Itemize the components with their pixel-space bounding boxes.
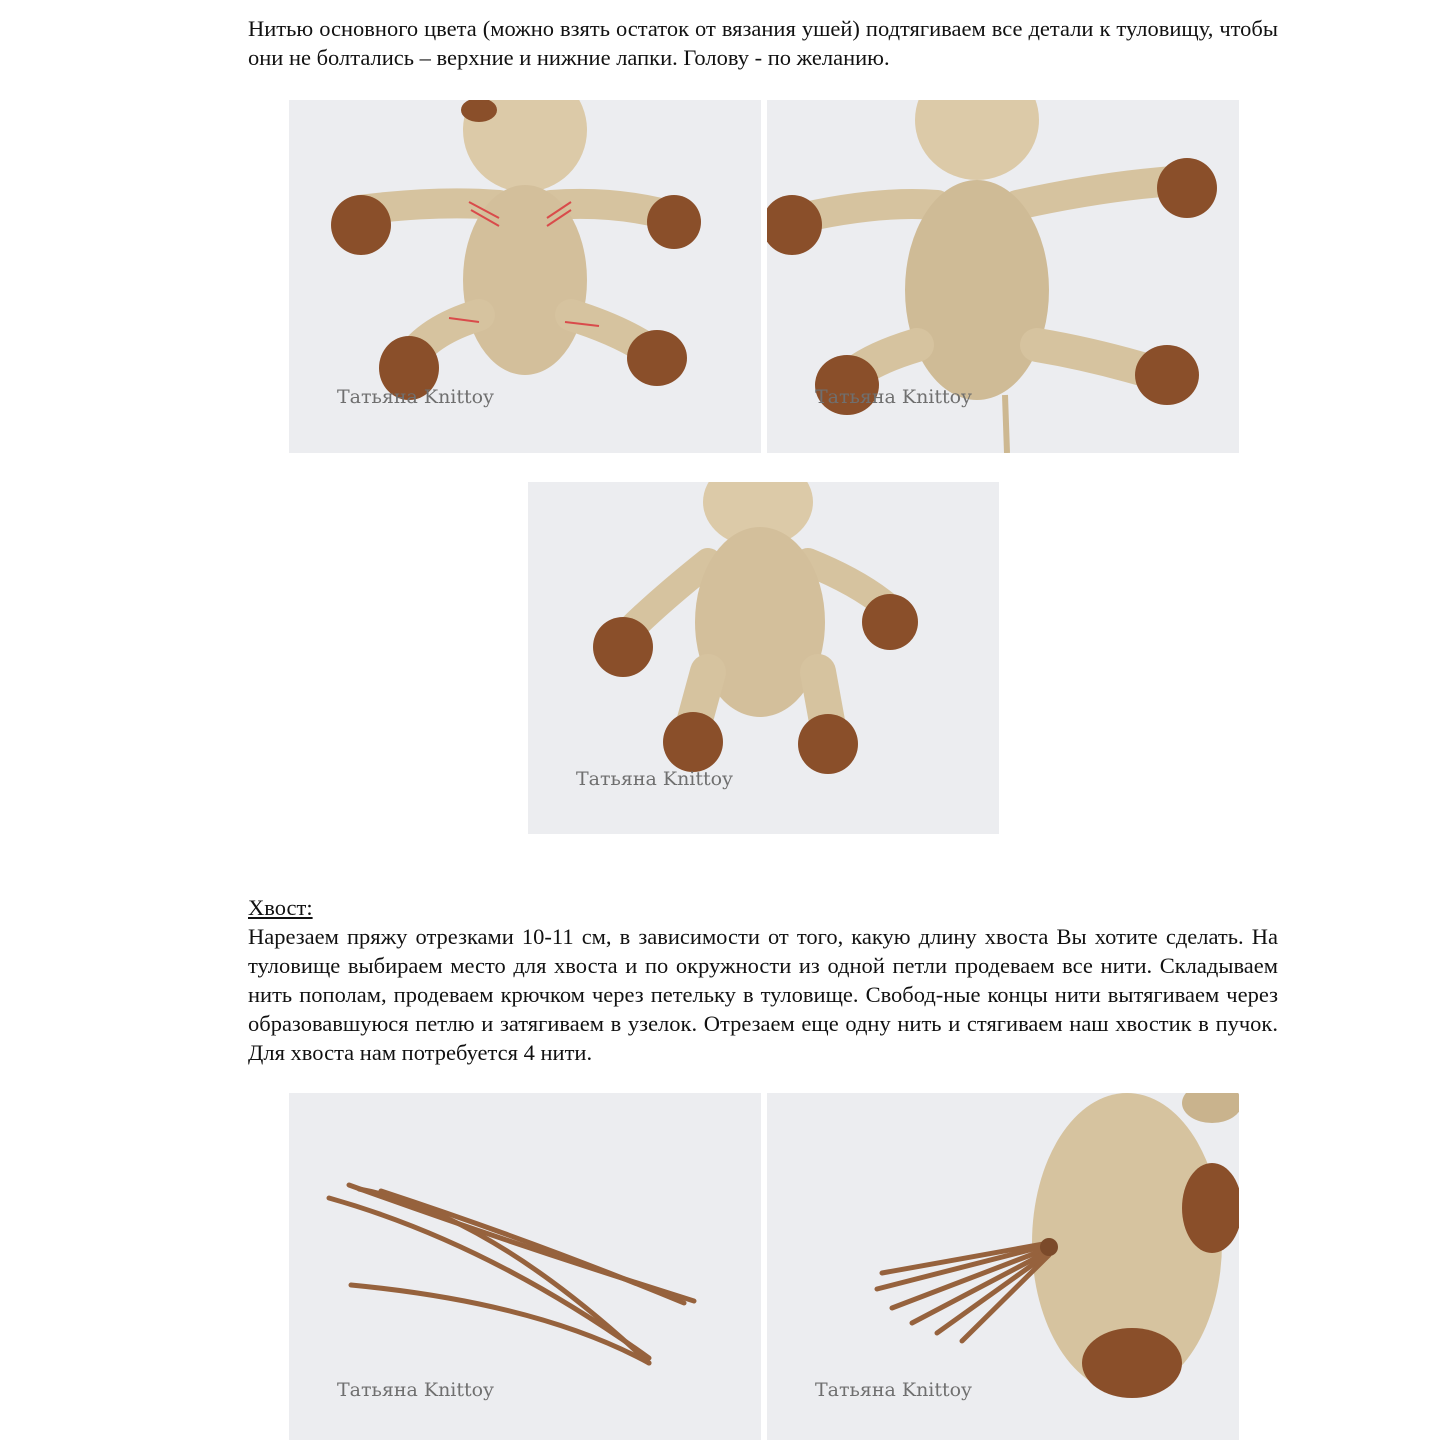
watermark: Татьяна Knittoy [337,386,494,408]
watermark: Татьяна Knittoy [815,386,972,408]
intro-paragraph: Нитью основного цвета (можно взять остаток от вязания ушей) подтягиваем все детали к туловищу, чтобы они не болтались – верхние и нижние лапки. Голову - по желанию. [248,16,1278,70]
watermark: Татьяна Knittoy [815,1379,972,1401]
photo-yarn-pieces [289,1093,761,1440]
photo-tail-attached [767,1093,1239,1440]
photo-finished-body [528,482,999,834]
watermark: Татьяна Knittoy [337,1379,494,1401]
photo-limbs-pulled [767,100,1239,453]
photo-body-thread-marks [289,100,761,453]
watermark: Татьяна Knittoy [576,768,733,790]
tail-heading: Хвост: [248,895,313,920]
tail-paragraph: Нарезаем пряжу отрезками 10-11 см, в зависимости от того, какую длину хвоста Вы хотите сделать. На туловище выбираем место для хвоста и по окружности из одной петли продеваем все нити. Складываем нить пополам, продеваем крючком через петельку в туловище. Свобод-ные концы нити вытягиваем через образовавшуюся петлю и затягиваем в узелок. Отрезаем еще одну нить и стягиваем наш хвостик в пучок. Для хвоста нам потребуется 4 нити. [248,924,1278,1065]
